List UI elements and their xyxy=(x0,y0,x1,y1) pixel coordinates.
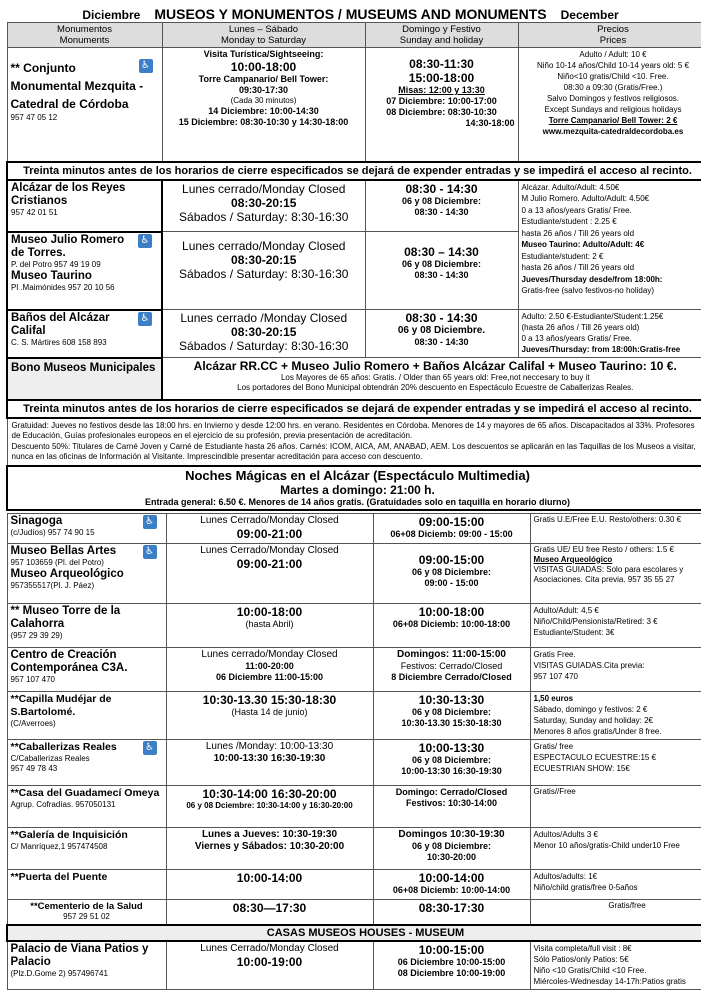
row-calahorra: ** Museo Torre de la Calahorra (957 29 39 29) 10:00-18:00 (hasta Abril) 10:00-18:00 06+08 Diciemb: 10:00-18:00 Adulto/Adult: 4,5 € Niño/Child/Pensionista/Retired: 3 € Estudiante/Student: 3€ xyxy=(7,603,701,647)
row-sinagoga: ♿ Sinagoga (c/Judíos) 957 74 90 15 Lunes Cerrado/Monday Closed 09:00-21:00 09:00-15:00 06+08 Diciemb: 09:00 - 15:00 Gratis U.E/Free E.U. Resto/others: 0.30 € xyxy=(7,513,701,543)
accessibility-icon: ♿ xyxy=(138,234,152,248)
closing-note-2: Treinta minutos antes de los horarios de cierre especificados se dejará de expender entradas y se impedirá el acceso al recinto. xyxy=(7,400,701,418)
row-caballerizas: ♿ **Caballerizas Reales C/Caballerizas Reales 957 49 78 43 Lunes /Monday: 10:00-13:30 10:00-13:30 16:30-19:30 10:00-13:30 06 y 08 Diciembre: 10:00-13:30 16:30-19:30 Gratis/ free ESPECTACULO ECUESTRE:15 € ECUESTRIAN SHOW: 15€ xyxy=(7,739,701,785)
page-title: MUSEOS Y MONUMENTOS / MUSEUMS AND MONUMENTS xyxy=(154,6,547,22)
col-sunday: Domingo y Festivo Sunday and holiday xyxy=(365,23,518,48)
row-puerta-puente: **Puerta del Puente 10:00-14:00 10:00-14:00 06+08 Diciemb: 10:00-14:00 Adultos/adults: 1€ Niño/child gratis/free 0-5años xyxy=(7,869,701,899)
casas-museos-header: CASAS MUSEOS HOUSES - MUSEUM xyxy=(7,925,701,941)
noches-magicas: Noches Mágicas en el Alcázar (Espectáculo Multimedia) Martes a domingo: 21:00 h. Entrada general: 6.50 €. Menores de 14 años gratis. (Gratuidades solo en taquilla en horario diurno) xyxy=(7,466,701,510)
row-c3a: Centro de Creación Contemporánea C3A. 957 107 470 Lunes cerrado/Monday Closed 11:00-20:00 06 Diciembre 11:00-15:00 Domingos: 11:00-15:00 Festivos: Cerrado/Closed 8 Diciembre Cerrado/Closed Gratis Free. VISITAS GUIADAS.Cita previa: 957 107 470 xyxy=(7,647,701,691)
gratuidad-text: Gratuidad: Jueves no festivos desde las 18:00 hrs. en Invierno y desde 12:00 hrs. en verano. Residentes en Córdoba. Menores de 14 y mayores de 65 años. Discapacitados al 33%. Profesores de Educación, Guías profesionales europeos en el ejercicio de su profesión, previa presentación de acreditación. xyxy=(11,420,695,440)
row-bellas-artes: ♿ Museo Bellas Artes 957 103659 (Pl. del Potro) Museo Arqueológico 957355517(Pl. J. Páez) Lunes Cerrado/Monday Closed 09:00-21:00 09:00-15:00 06 y 08 Diciembre: 09:00 - 15:00 Gratis UE/ EU free Resto / others: 1.5 € Museo Arqueológico VISITAS GUIADAS: Solo para escolares y Asociaciones. Cita previa. 957 35 55 27 xyxy=(7,543,701,603)
col-prices: Precios Prices xyxy=(518,23,701,48)
row-inquisicion: **Galería de Inquisición C/ Manríquez,1 957474508 Lunes a Jueves: 10:30-19:30 Viernes y Sábados: 10:30-20:00 Domingos 10:30-19:30 06 y 08 Diciembre: 10:30-20:00 Adultos/Adults 3 € Menor 10 años/gratis-Child under10 Free xyxy=(7,827,701,869)
page-header xyxy=(0,0,701,22)
table-header xyxy=(7,23,701,48)
other-museums-table xyxy=(6,513,701,990)
monument-name: ** Conjunto Monumental Mezquita - Catedral de Córdoba xyxy=(10,61,144,111)
month-es: Diciembre xyxy=(82,8,141,22)
row-banos: ♿ Baños del Alcázar Califal C. S. Mártires 608 158 893 Lunes cerrado /Monday Closed 08:30-20:15 Sábados / Saturday: 8:30-16:30 08:30 - 14:30 06 y 08 Diciembre. 08:30 - 14:30 Adulto: 2.50 €-Estudiante/Student:1.25€ (hasta 26 años / Till 26 years old) 0 a 13 años/years Gratis/ Free. Jueves/Thursday: from 18:00h:Gratis-free xyxy=(7,310,701,358)
row-alcazar: Alcázar de los Reyes Cristianos 957 42 01 51 Lunes cerrado/Monday Closed 08:30-20:15 Sábados / Saturday: 8:30-16:30 08:30 - 14:30 06 y 08 Diciembre: 08:30 - 14:30 Alcázar. Adulto/Adult: 4.50€ M Julio Romero. Adulto/Adult: 4.50€ 0 a 13 años/years Gratis/ Free. Estudiante/student : 2.25 € hasta 26 años / Till 26 years old Museo Taurino: Adulto/Adult: 4€ Estudiante/student: 2 € hasta 26 años / Till 26 years old Jueves/Thursday desde/from 18:00h: Gratis-free (salvo festivos-no holiday) xyxy=(7,180,701,232)
schedule-table xyxy=(6,22,701,511)
col-weekdays: Lunes – Sábado Monday to Saturday xyxy=(162,23,365,48)
col-monuments: Monumentos Monuments xyxy=(7,23,162,48)
accessibility-icon: ♿ xyxy=(139,59,153,73)
row-viana: Palacio de Viana Patios y Palacio (Plz.D.Gome 2) 957496741 Lunes Cerrado/Monday Closed 10:00-19:00 10:00-15:00 06 Diciembre 10:00-15:00 08 Diciembre 10:00-19:00 Visita completa/full visit : 8€ Sólo Patios/only Patios: 5€ Niño <10 Gratis/Child <10 Free. Miércoles-Wednesday 14-17h:Patios gratis xyxy=(7,941,701,989)
accessibility-icon: ♿ xyxy=(143,515,157,529)
row-guadameci: **Casa del Guadamecí Omeya Agrup. Cofradías. 957050131 10:30-14:00 16:30-20:00 06 y 08 Dciembre: 10:30-14:00 y 16:30-20:00 Domingo: Cerrado/Closed Festivos: 10:30-14:00 Gratis//Free xyxy=(7,785,701,827)
accessibility-icon: ♿ xyxy=(143,545,157,559)
discounts-box xyxy=(7,418,701,466)
accessibility-icon: ♿ xyxy=(143,741,157,755)
accessibility-icon: ♿ xyxy=(138,312,152,326)
month-en: December xyxy=(560,8,619,22)
closing-note: Treinta minutos antes de los horarios de cierre especificados se dejará de expender entradas y se impedirá el acceso al recinto. xyxy=(7,162,701,180)
descuento-text: Descuento 50%: Titulares de Carné Joven y Carné de Estudiante hasta 26 años. Carnés: ICOM, AICA, AM, ANABAD, AEM. Los descuentos se aplicarán en las Taquillas de los Museos a visitar, nunca en las oficinas de Información al Visitante. Imprescindible presentar acreditación para acceso con descuento. xyxy=(11,441,696,461)
row-cementerio: **Cementerio de la Salud 957 29 51 02 08:30—17:30 08:30-17:30 Gratis/free xyxy=(7,899,701,925)
row-bono: Bono Museos Municipales Alcázar RR.CC + Museo Julio Romero + Baños Alcázar Califal + Museo Taurino: 10 €. Los Mayores de 65 años: Gratis. / Older than 65 years old: Free,not neccesary to buy it Los portadores del Bono Municipal obtendrán 20% descuento en Espectáculo Ecuestre de Caballerizas Reales. xyxy=(7,358,701,400)
prices-group: Alcázar. Adulto/Adult: 4.50€ M Julio Romero. Adulto/Adult: 4.50€ 0 a 13 años/years Gratis/ Free. Estudiante/student : 2.25 € hasta 26 años / Till 26 years old Museo Taurino: Adulto/Adult: 4€ Estudiante/student: 2 € hasta 26 años / Till 26 years old Jueves/Thursday desde/from 18:00h: Gratis-free (salvo festivos-no holiday) xyxy=(518,180,701,310)
row-mezquita: ♿ ** Conjunto Monumental Mezquita - Catedral de Córdoba 957 47 05 12 Visita Turística/Sightseeing: 10:00-18:00 Torre Campanario/ Bell Tower: 09:30-17:30 (Cada 30 minutos) 14 Diciembre: 10:00-14:30 15 Diciembre: 08:30-10:30 y 14:30-18:00 08:30-11:30 15:00-18:00 Misas: 12:00 y 13:30 07 Diciembre: 10:00-17:00 08 Diciembre: 08:30-10:30 14:30-18:00 Adulto / Adult: 10 € Niño 10-14 años/Child 10-14 years old: 5 € Niño<10 gratis/Child <10. Free. 08:30 a 09:30 (Gratis/Free.) Salvo Domingos y festivos religiosos. Except Sundays and religious holidays Torre Campanario/ Bell Tower: 2 € www.mezquita-catedraldecordoba.es xyxy=(7,48,701,162)
row-bartolome: **Capilla Mudéjar de S.Bartolomé. (C/Averroes) 10:30-13.30 15:30-18:30 (Hasta 14 de junio) 10:30-13:30 06 y 08 Diciembre: 10:30-13.30 15:30-18:30 1,50 euros Sábado, domingo y festivos: 2 € Saturday, Sunday and holiday: 2€ Menores 8 años gratis/Under 8 free. xyxy=(7,691,701,739)
row-romero: ♿ Museo Julio Romero de Torres. P. del Potro 957 49 19 09 Museo Taurino Pl .Maimónides 957 20 10 56 Lunes cerrado/Monday Closed 08:30-20:15 Sábados / Saturday: 8:30-16:30 08:30 – 14:30 06 y 08 Diciembre: 08:30 - 14:30 xyxy=(7,232,701,310)
